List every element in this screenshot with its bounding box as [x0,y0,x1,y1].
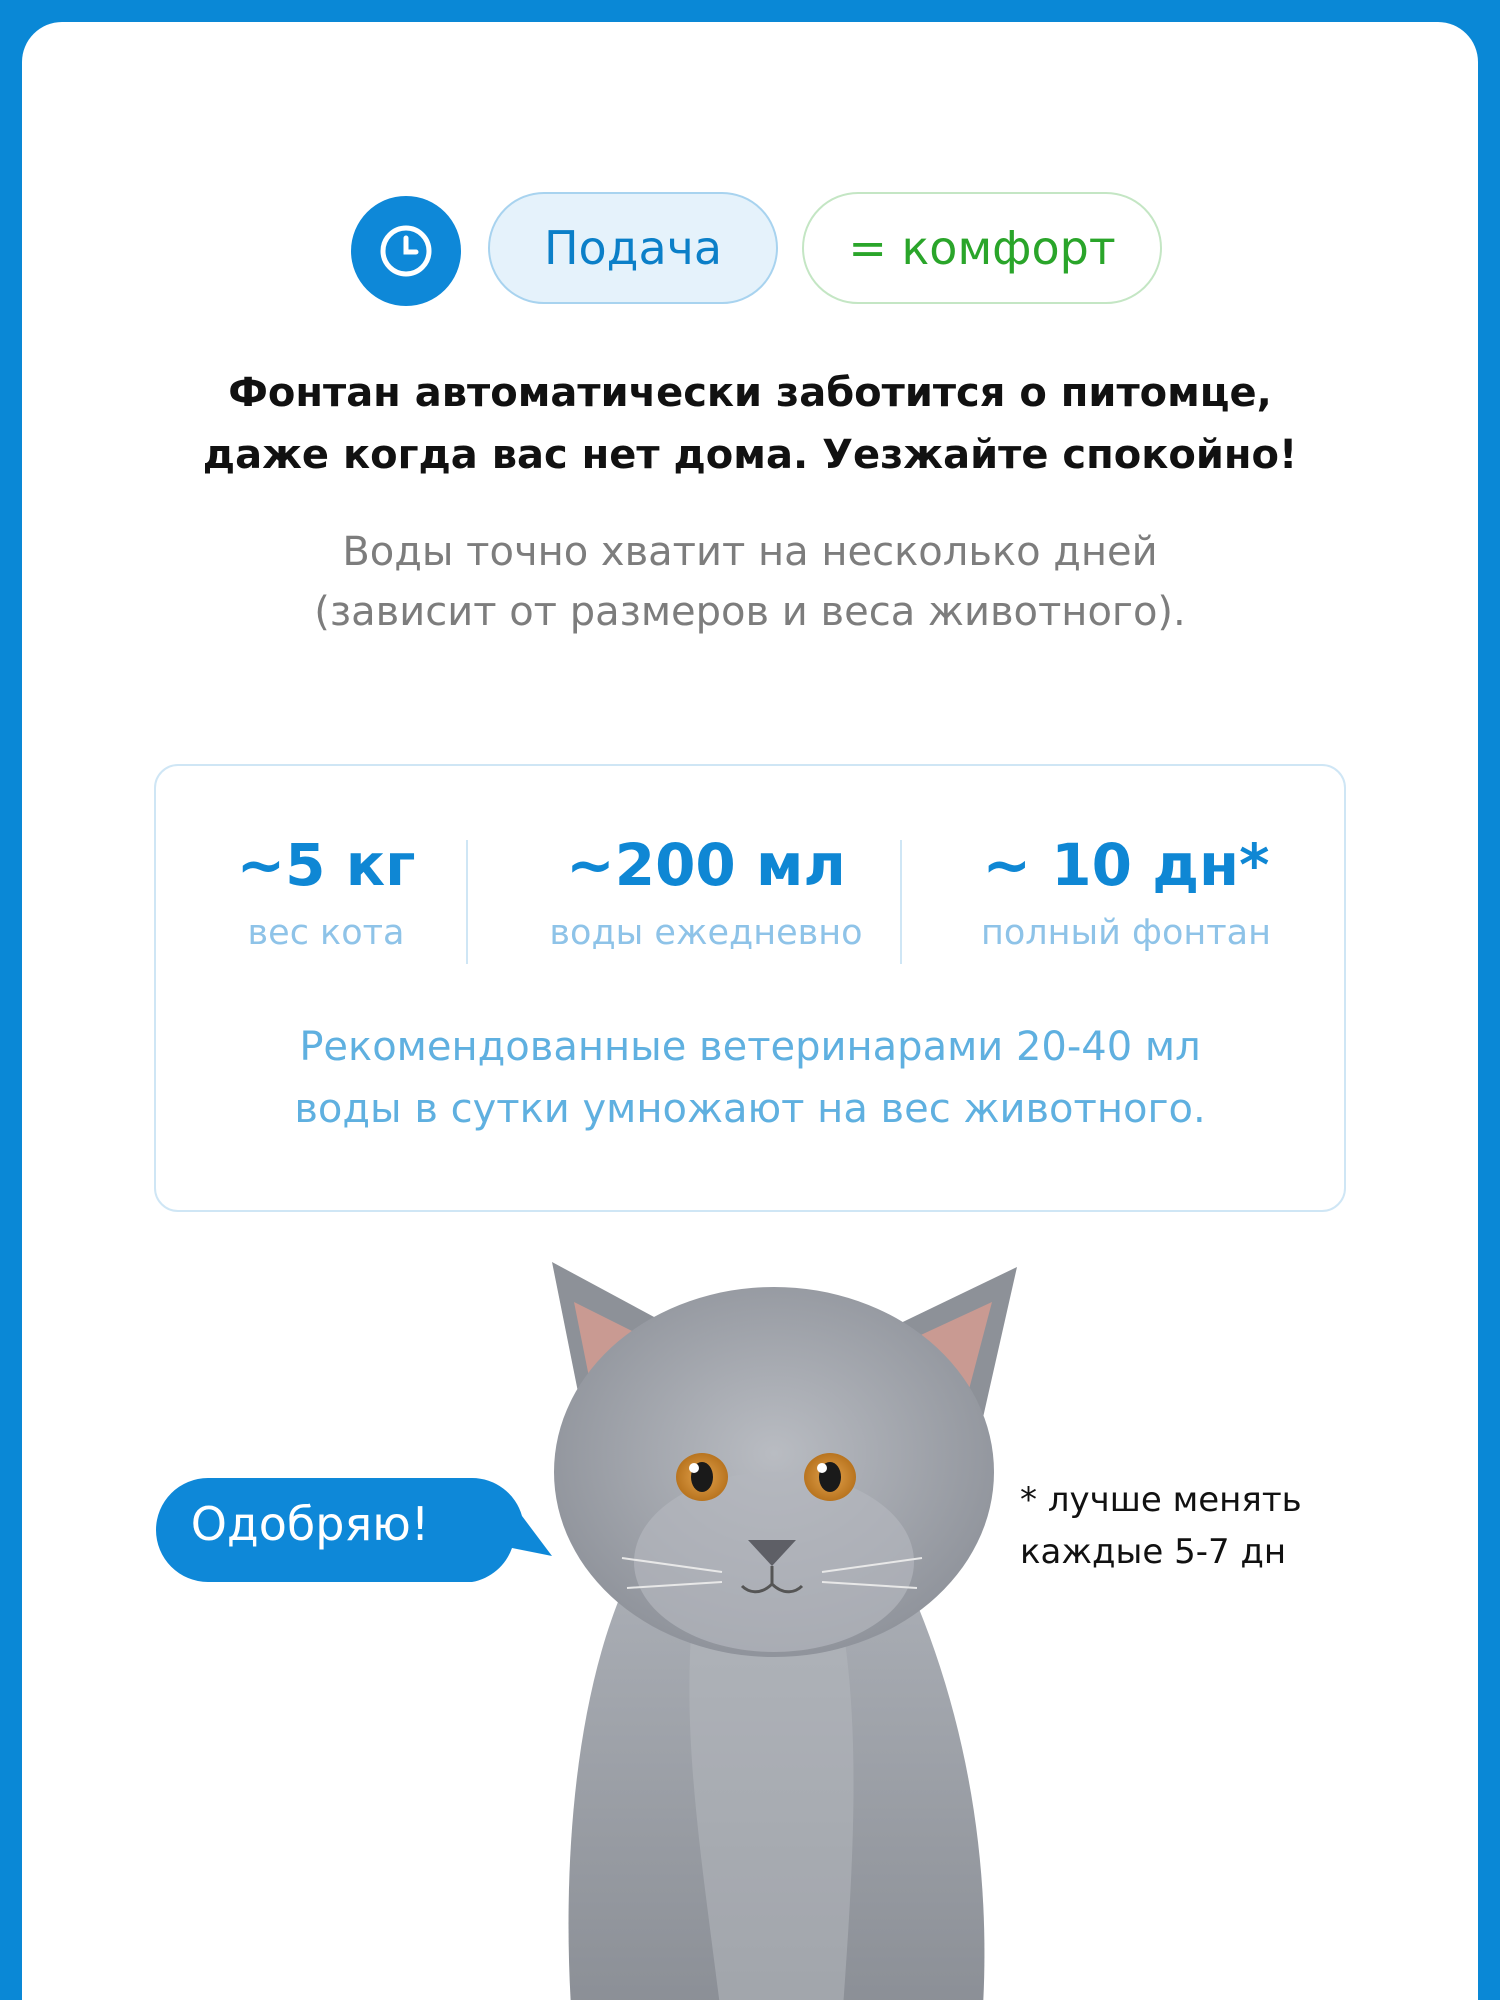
stat-label: воды ежедневно [549,913,863,953]
footnote [1020,1474,1302,1578]
stat-divider [466,840,468,964]
bubble-text: Одобряю! [190,1497,430,1551]
clock-icon [377,222,435,280]
headline-line-1: Фонтан автоматически заботится о питомце, [228,370,1272,416]
stat-label: полный фонтан [981,913,1271,953]
stat-divider [900,840,902,964]
content-card [22,22,1478,2000]
subline-line-1: Воды точно хватит на несколько дней [342,529,1158,575]
recommendation-line-2: воды в сутки умножают на вес животного. [294,1086,1206,1132]
subline [22,522,1478,642]
comfort-chip-label: = комфорт [848,221,1116,275]
cat-photo [512,1262,1052,2000]
headline [22,362,1478,486]
stat-label: вес кота [247,913,405,953]
feed-chip [488,192,778,304]
stat-value: ~5 кг [236,831,416,899]
stat-daily-water [496,830,916,958]
feed-chip-label: Подача [543,221,723,275]
comfort-chip [802,192,1162,304]
clock-badge [351,196,461,306]
stat-full-fountain [936,830,1316,958]
stat-value: ~200 мл [566,831,846,899]
recommendation-line-1: Рекомендованные ветеринарами 20-40 мл [299,1024,1201,1070]
stats-panel [154,764,1346,1212]
stat-cat-weight [176,830,476,958]
stat-value: ~ 10 дн* [982,831,1270,899]
recommendation-text [156,1016,1344,1140]
headline-line-2: даже когда вас нет дома. Уезжайте спокойно! [202,432,1298,478]
footnote-line-1: * лучше менять [1020,1480,1302,1520]
subline-line-2: (зависит от размеров и веса животного). [314,589,1186,635]
footnote-line-2: каждые 5-7 дн [1020,1532,1287,1572]
